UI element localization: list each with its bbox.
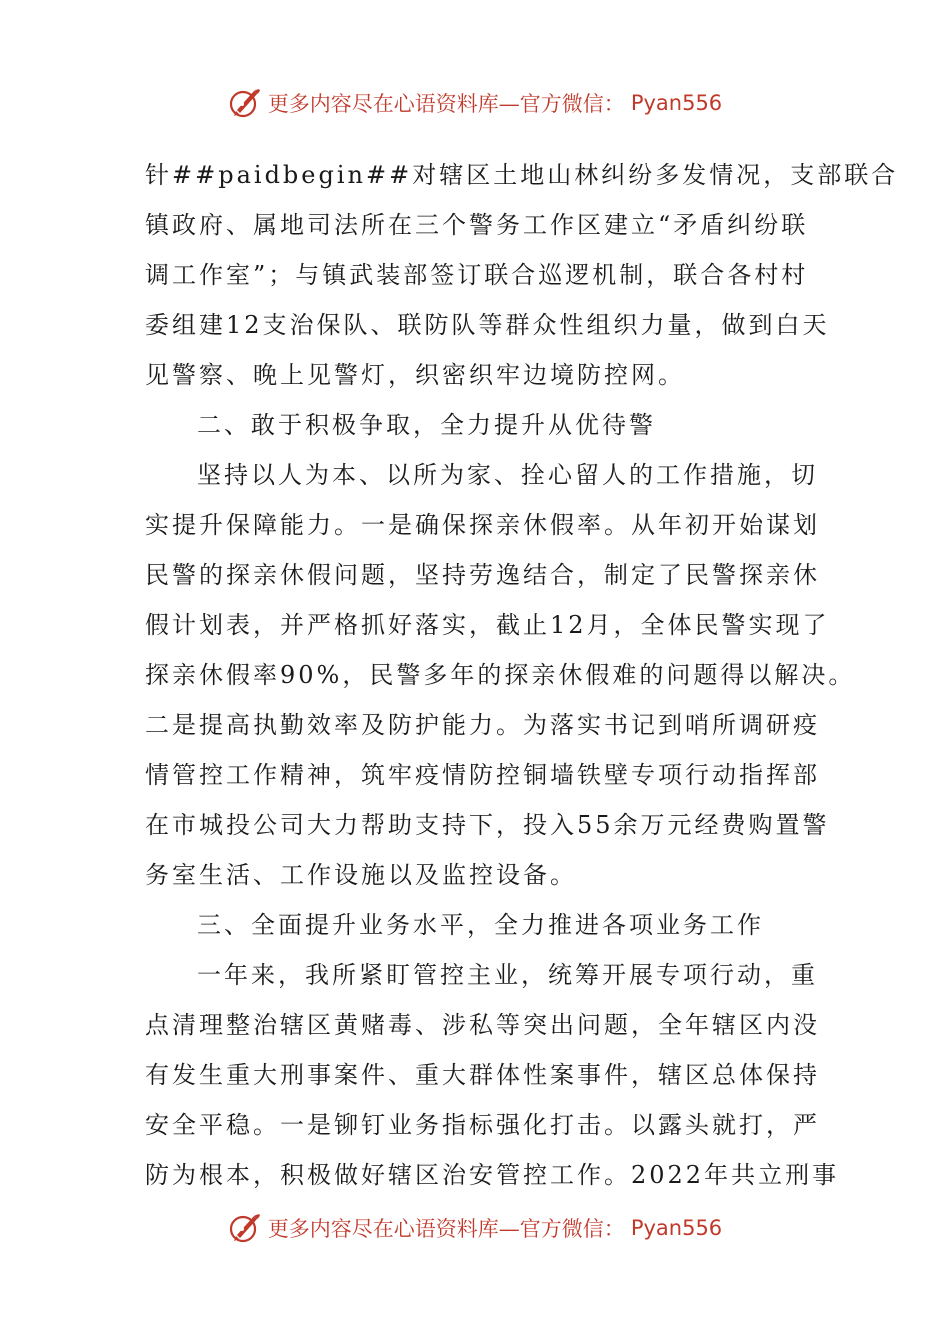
body-line: 安全平稳。一是铆钉业务指标强化打击。以露头就打，严 [145,1111,820,1139]
banner-wechat-handle: Pyan556 [630,91,723,115]
banner-text: 更多内容尽在心语资料库—官方微信： [267,1217,625,1241]
body-line: 镇政府、属地司法所在三个警务工作区建立“矛盾纠纷联 [145,211,809,239]
body-line: 假计划表，并严格抓好落实，截止12月，全体民警实现了 [145,611,830,639]
body-line: 在市城投公司大力帮助支持下，投入55余万元经费购置警 [145,811,830,839]
paragraph-first-line: 坚持以人为本、以所为家、拴心留人的工作措施，切 [197,461,818,489]
footer-watermark-banner [0,1208,950,1248]
body-line: 民警的探亲休假问题，坚持劳逸结合，制定了民警探亲休 [145,561,820,589]
document-body [145,150,899,1200]
body-line: 针##paidbegin##对辖区土地山林纠纷多发情况，支部联合 [145,161,899,189]
body-line: 情管控工作精神，筑牢疫情防控铜墙铁壁专项行动指挥部 [145,761,820,789]
body-line: 务室生活、工作设施以及监控设备。 [145,861,577,889]
body-line: 调工作室”；与镇武装部签订联合巡逻机制，联合各村村 [145,261,809,289]
body-line: 探亲休假率90%，民警多年的探亲休假难的问题得以解决。 [145,661,856,689]
banner-wechat-handle: Pyan556 [630,1216,723,1240]
body-line: 点清理整治辖区黄赌毒、涉私等突出问题，全年辖区内没 [145,1011,820,1039]
body-line: 委组建12支治保队、联防队等群众性组织力量，做到白天 [145,311,830,339]
body-line: 见警察、晚上见警灯，织密织牢边境防控网。 [145,361,685,389]
quill-pen-logo-icon [228,86,262,120]
quill-pen-logo-icon [228,1211,262,1245]
paragraph-first-line: 一年来，我所紧盯管控主业，统筹开展专项行动，重 [197,961,818,989]
section-heading: 二、敢于积极争取，全力提升从优待警 [197,411,656,439]
header-watermark-banner [0,83,950,123]
body-line: 防为根本，积极做好辖区治安管控工作。2022年共立刑事 [145,1161,840,1189]
body-line: 实提升保障能力。一是确保探亲休假率。从年初开始谋划 [145,511,820,539]
body-line: 有发生重大刑事案件、重大群体性案事件，辖区总体保持 [145,1061,820,1089]
banner-text: 更多内容尽在心语资料库—官方微信： [267,92,625,116]
section-heading: 三、全面提升业务水平，全力推进各项业务工作 [197,911,764,939]
body-line: 二是提高执勤效率及防护能力。为落实书记到哨所调研疫 [145,711,820,739]
